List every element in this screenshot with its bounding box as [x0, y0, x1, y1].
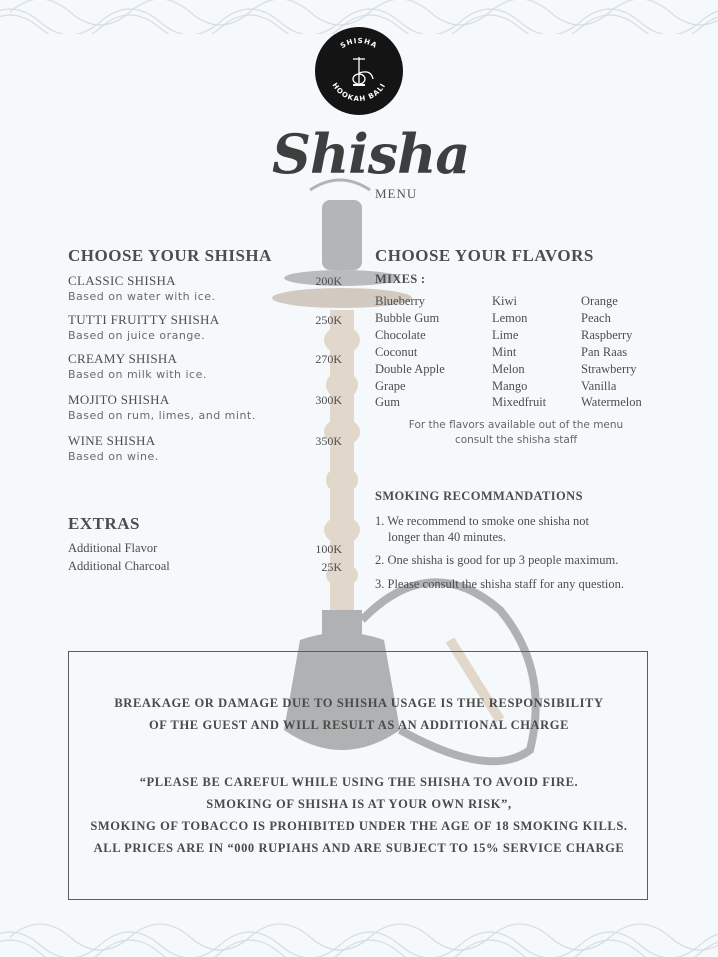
flavor-item: Mixedfruit — [492, 395, 547, 410]
shisha-item-desc: Based on rum, limes, and mint. — [68, 409, 256, 422]
logo-top-text: SHISHA — [339, 36, 379, 51]
shisha-section-heading: CHOOSE YOUR SHISHA — [68, 246, 272, 265]
flavor-item: Pan Raas — [581, 344, 628, 359]
shisha-item-desc: Based on water with ice. — [68, 290, 216, 303]
shisha-item-name: MOJITO SHISHA — [68, 392, 170, 407]
shisha-item-desc: Based on juice orange. — [68, 329, 206, 342]
flavor-item: Coconut — [375, 344, 418, 359]
flavor-item: Grape — [375, 378, 406, 393]
flavor-item: Kiwi — [492, 294, 517, 308]
notice-line: OF THE GUEST AND WILL RESULT AS AN ADDITIONAL CHARGE — [148, 718, 570, 732]
brand-logo — [315, 27, 403, 115]
flavor-item: Orange — [581, 294, 618, 308]
shisha-item-price: 350K — [315, 434, 342, 448]
logo-bottom-text: HOOKAH BALI — [330, 81, 388, 104]
extra-item-price: 100K — [315, 542, 342, 556]
notice-line: SMOKING OF TOBACCO IS PROHIBITED UNDER THE AGE OF 18 SMOKING KILLS. — [90, 819, 628, 833]
shisha-item-desc: Based on wine. — [68, 450, 159, 463]
shisha-item-price: 270K — [315, 352, 342, 366]
notice-line: “PLEASE BE CAREFUL WHILE USING THE SHISHA TO AVOID FIRE. — [139, 775, 579, 789]
hookah-logo-icon — [315, 27, 403, 115]
recommendation-item — [375, 513, 665, 545]
shisha-item-name: CLASSIC SHISHA — [68, 273, 176, 288]
flavor-item: Peach — [581, 310, 611, 325]
shisha-item-name: TUTTI FRUITTY SHISHA — [68, 312, 220, 327]
extra-item-name: Additional Charcoal — [68, 559, 170, 573]
menu-title: Shisha — [272, 122, 470, 186]
recommendations-heading: SMOKING RECOMMANDATIONS — [375, 489, 583, 503]
flavor-column — [375, 293, 445, 411]
flavor-column — [492, 293, 546, 411]
notice-line: BREAKAGE OR DAMAGE DUE TO SHISHA USAGE IS THE RESPONSIBILITY — [114, 696, 604, 710]
shisha-item-price: 300K — [315, 393, 342, 407]
flavor-item: Mint — [492, 344, 517, 359]
wave-pattern-bottom — [0, 923, 718, 957]
recommendation-line: 2. One shisha is good for up 3 people maximum. — [375, 553, 619, 567]
flavors-note — [375, 418, 657, 448]
flavor-item: Strawberry — [581, 361, 637, 376]
mixes-label: MIXES : — [375, 272, 426, 286]
flavor-item: Lemon — [492, 310, 528, 325]
flavor-item: Vanilla — [581, 378, 617, 393]
shisha-item-name: WINE SHISHA — [68, 433, 156, 448]
shisha-item-price: 250K — [315, 313, 342, 327]
flavor-item: Lime — [492, 327, 519, 342]
recommendation-line: 1. We recommend to smoke one shisha not — [375, 514, 590, 528]
flavor-column — [581, 293, 642, 411]
flavors-note-line: For the flavors available out of the menu — [408, 419, 624, 431]
flavor-item: Blueberry — [375, 294, 425, 308]
shisha-item-price: 200K — [315, 274, 342, 288]
menu-subtitle: MENU — [375, 186, 418, 201]
flavor-item: Bubble Gum — [375, 310, 440, 325]
flavor-item: Watermelon — [581, 395, 642, 410]
flavor-item: Mango — [492, 378, 528, 393]
shisha-item-desc: Based on milk with ice. — [68, 368, 207, 381]
flavor-item: Gum — [375, 395, 400, 410]
flavor-item: Chocolate — [375, 327, 426, 342]
extra-item-price: 25K — [321, 560, 342, 574]
recommendation-line: longer than 40 minutes. — [388, 530, 507, 544]
recommendation-item — [375, 576, 665, 592]
flavors-note-line: consult the shisha staff — [454, 434, 578, 446]
notice-line: SMOKING OF SHISHA IS AT YOUR OWN RISK”, — [206, 797, 512, 811]
recommendation-item — [375, 552, 665, 568]
notice-line: ALL PRICES ARE IN “000 RUPIAHS AND ARE SUBJECT TO 15% SERVICE CHARGE — [93, 841, 625, 855]
shisha-item-name: CREAMY SHISHA — [68, 351, 178, 366]
extras-section-heading: EXTRAS — [68, 514, 140, 533]
flavor-item: Double Apple — [375, 361, 445, 376]
svg-text:SHISHA — [339, 37, 379, 50]
flavor-item: Raspberry — [581, 327, 633, 342]
notice-box — [68, 651, 648, 900]
flavor-item: Melon — [492, 361, 525, 376]
recommendation-line: 3. Please consult the shisha staff for any question. — [375, 577, 625, 591]
flavors-section-heading: CHOOSE YOUR FLAVORS — [375, 246, 594, 265]
extra-item-name: Additional Flavor — [68, 541, 158, 555]
